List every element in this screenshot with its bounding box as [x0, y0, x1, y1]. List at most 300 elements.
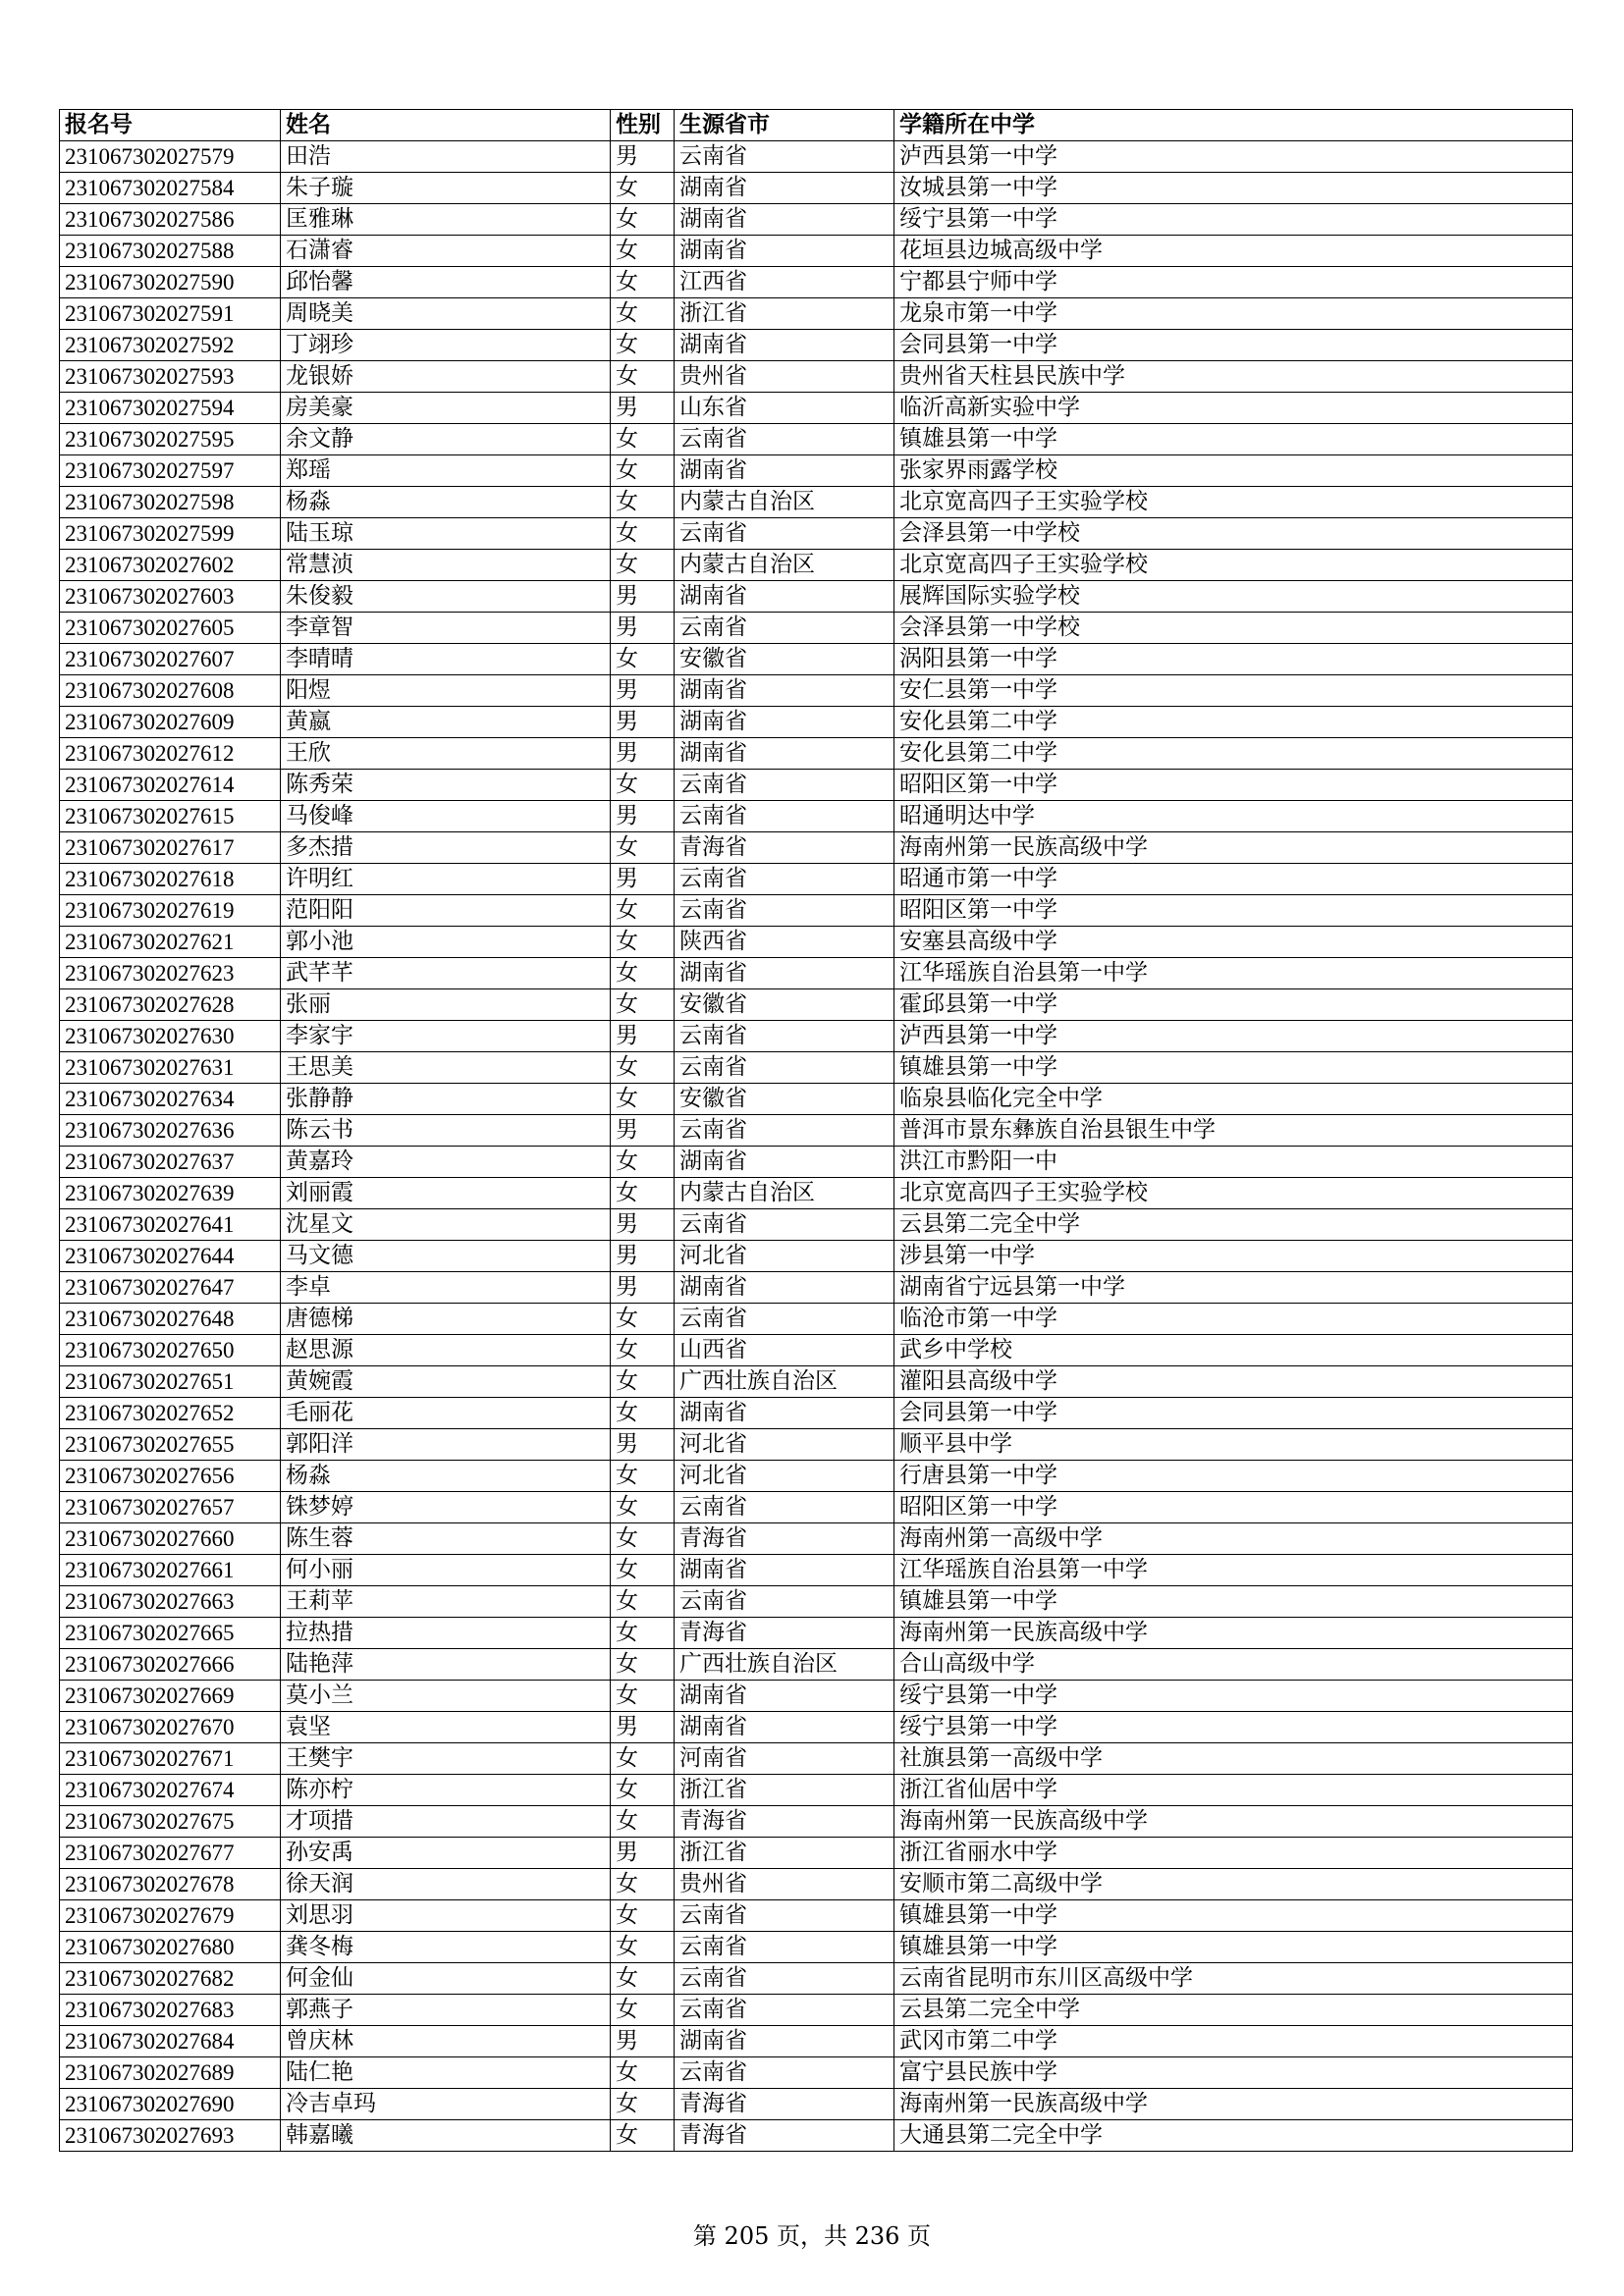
table-row: [60, 1461, 1573, 1492]
high-school-cell: 张家界雨露学校: [894, 455, 1573, 487]
origin-province-cell: 青海省: [675, 1523, 894, 1555]
high-school-cell: 安仁县第一中学: [894, 675, 1573, 707]
table-row: [60, 298, 1573, 330]
table-row: [60, 1241, 1573, 1272]
registration-number-cell: 231067302027661: [60, 1555, 281, 1586]
high-school-cell: 昭阳区第一中学: [894, 895, 1573, 927]
registration-number-cell: 231067302027652: [60, 1398, 281, 1429]
high-school-cell: 昭阳区第一中学: [894, 1492, 1573, 1523]
registration-number-cell: 231067302027684: [60, 2026, 281, 2057]
high-school-cell: 北京宽高四子王实验学校: [894, 550, 1573, 581]
origin-province-cell: 山东省: [675, 393, 894, 424]
high-school-cell: 临沧市第一中学: [894, 1304, 1573, 1335]
registration-number-cell: 231067302027631: [60, 1052, 281, 1084]
gender-cell: 女: [611, 424, 675, 455]
name-cell: 何金仙: [281, 1963, 611, 1995]
name-cell: 陈云书: [281, 1115, 611, 1147]
high-school-cell: 行唐县第一中学: [894, 1461, 1573, 1492]
origin-province-cell: 青海省: [675, 832, 894, 864]
gender-cell: 男: [611, 1115, 675, 1147]
origin-province-cell: 河北省: [675, 1241, 894, 1272]
registration-number-cell: 231067302027588: [60, 236, 281, 267]
table-row: [60, 1649, 1573, 1681]
origin-province-cell: 云南省: [675, 613, 894, 644]
gender-cell: 女: [611, 1932, 675, 1963]
gender-cell: 女: [611, 518, 675, 550]
table-row: [60, 1838, 1573, 1869]
high-school-cell: 涉县第一中学: [894, 1241, 1573, 1272]
origin-province-cell: 云南省: [675, 141, 894, 173]
origin-province-cell: 青海省: [675, 1806, 894, 1838]
name-cell: 郭阳洋: [281, 1429, 611, 1461]
gender-cell: 女: [611, 298, 675, 330]
header-gender: 性别: [611, 110, 675, 141]
gender-cell: 女: [611, 770, 675, 801]
registration-number-cell: 231067302027612: [60, 738, 281, 770]
gender-cell: 男: [611, 1209, 675, 1241]
high-school-cell: 大通县第二完全中学: [894, 2120, 1573, 2152]
origin-province-cell: 湖南省: [675, 738, 894, 770]
name-cell: 冷吉卓玛: [281, 2089, 611, 2120]
high-school-cell: 泸西县第一中学: [894, 1021, 1573, 1052]
admission-roster-table: [59, 109, 1573, 2152]
gender-cell: 男: [611, 1021, 675, 1052]
table-row: [60, 801, 1573, 832]
origin-province-cell: 云南省: [675, 1304, 894, 1335]
gender-cell: 男: [611, 581, 675, 613]
gender-cell: 女: [611, 1586, 675, 1618]
registration-number-cell: 231067302027623: [60, 958, 281, 989]
name-cell: 余文静: [281, 424, 611, 455]
table-row: [60, 393, 1573, 424]
name-cell: 徐天润: [281, 1869, 611, 1900]
registration-number-cell: 231067302027660: [60, 1523, 281, 1555]
registration-number-cell: 231067302027674: [60, 1775, 281, 1806]
registration-number-cell: 231067302027586: [60, 204, 281, 236]
gender-cell: 女: [611, 1743, 675, 1775]
origin-province-cell: 内蒙古自治区: [675, 550, 894, 581]
registration-number-cell: 231067302027670: [60, 1712, 281, 1743]
table-row: [60, 173, 1573, 204]
header-high-school: 学籍所在中学: [894, 110, 1573, 141]
origin-province-cell: 湖南省: [675, 1398, 894, 1429]
high-school-cell: 会同县第一中学: [894, 330, 1573, 361]
high-school-cell: 湖南省宁远县第一中学: [894, 1272, 1573, 1304]
origin-province-cell: 云南省: [675, 1586, 894, 1618]
origin-province-cell: 云南省: [675, 1932, 894, 1963]
gender-cell: 男: [611, 1429, 675, 1461]
registration-number-cell: 231067302027655: [60, 1429, 281, 1461]
name-cell: 多杰措: [281, 832, 611, 864]
high-school-cell: 武冈市第二中学: [894, 2026, 1573, 2057]
gender-cell: 女: [611, 455, 675, 487]
gender-cell: 女: [611, 1806, 675, 1838]
origin-province-cell: 湖南省: [675, 2026, 894, 2057]
gender-cell: 女: [611, 1555, 675, 1586]
origin-province-cell: 湖南省: [675, 236, 894, 267]
high-school-cell: 贵州省天柱县民族中学: [894, 361, 1573, 393]
table-row: [60, 2057, 1573, 2089]
name-cell: 马俊峰: [281, 801, 611, 832]
name-cell: 杨淼: [281, 487, 611, 518]
table-row: [60, 1681, 1573, 1712]
gender-cell: 女: [611, 1995, 675, 2026]
name-cell: 许明红: [281, 864, 611, 895]
name-cell: 唐德梯: [281, 1304, 611, 1335]
gender-cell: 女: [611, 487, 675, 518]
high-school-cell: 灌阳县高级中学: [894, 1366, 1573, 1398]
origin-province-cell: 云南省: [675, 518, 894, 550]
high-school-cell: 龙泉市第一中学: [894, 298, 1573, 330]
name-cell: 陆仁艳: [281, 2057, 611, 2089]
high-school-cell: 宁都县宁师中学: [894, 267, 1573, 298]
registration-number-cell: 231067302027615: [60, 801, 281, 832]
high-school-cell: 昭通明达中学: [894, 801, 1573, 832]
registration-number-cell: 231067302027599: [60, 518, 281, 550]
gender-cell: 女: [611, 958, 675, 989]
table-row: [60, 1963, 1573, 1995]
origin-province-cell: 湖南省: [675, 958, 894, 989]
gender-cell: 男: [611, 613, 675, 644]
high-school-cell: 昭通市第一中学: [894, 864, 1573, 895]
registration-number-cell: 231067302027619: [60, 895, 281, 927]
name-cell: 李晴晴: [281, 644, 611, 675]
gender-cell: 女: [611, 1398, 675, 1429]
origin-province-cell: 云南省: [675, 1052, 894, 1084]
name-cell: 范阳阳: [281, 895, 611, 927]
high-school-cell: 江华瑶族自治县第一中学: [894, 1555, 1573, 1586]
origin-province-cell: 河南省: [675, 1743, 894, 1775]
origin-province-cell: 云南省: [675, 1115, 894, 1147]
origin-province-cell: 湖南省: [675, 173, 894, 204]
table-row: [60, 738, 1573, 770]
registration-number-cell: 231067302027579: [60, 141, 281, 173]
registration-number-cell: 231067302027693: [60, 2120, 281, 2152]
gender-cell: 女: [611, 895, 675, 927]
high-school-cell: 社旗县第一高级中学: [894, 1743, 1573, 1775]
table-row: [60, 518, 1573, 550]
high-school-cell: 浙江省仙居中学: [894, 1775, 1573, 1806]
registration-number-cell: 231067302027679: [60, 1900, 281, 1932]
high-school-cell: 江华瑶族自治县第一中学: [894, 958, 1573, 989]
registration-number-cell: 231067302027656: [60, 1461, 281, 1492]
name-cell: 匡雅琳: [281, 204, 611, 236]
table-row: [60, 1743, 1573, 1775]
high-school-cell: 昭阳区第一中学: [894, 770, 1573, 801]
gender-cell: 女: [611, 330, 675, 361]
table-body: [60, 141, 1573, 2152]
gender-cell: 女: [611, 1869, 675, 1900]
table-row: [60, 1209, 1573, 1241]
gender-cell: 女: [611, 1900, 675, 1932]
high-school-cell: 北京宽高四子王实验学校: [894, 1178, 1573, 1209]
high-school-cell: 镇雄县第一中学: [894, 1900, 1573, 1932]
registration-number-cell: 231067302027595: [60, 424, 281, 455]
origin-province-cell: 云南省: [675, 1209, 894, 1241]
gender-cell: 女: [611, 1304, 675, 1335]
origin-province-cell: 云南省: [675, 1492, 894, 1523]
high-school-cell: 会泽县第一中学校: [894, 518, 1573, 550]
registration-number-cell: 231067302027608: [60, 675, 281, 707]
table-row: [60, 1618, 1573, 1649]
high-school-cell: 镇雄县第一中学: [894, 1052, 1573, 1084]
table-row: [60, 1869, 1573, 1900]
gender-cell: 女: [611, 1649, 675, 1681]
table-row: [60, 1115, 1573, 1147]
name-cell: 李卓: [281, 1272, 611, 1304]
registration-number-cell: 231067302027690: [60, 2089, 281, 2120]
origin-province-cell: 云南省: [675, 1900, 894, 1932]
name-cell: 刘思羽: [281, 1900, 611, 1932]
gender-cell: 女: [611, 550, 675, 581]
high-school-cell: 武乡中学校: [894, 1335, 1573, 1366]
table-row: [60, 1398, 1573, 1429]
origin-province-cell: 青海省: [675, 1618, 894, 1649]
high-school-cell: 会泽县第一中学校: [894, 613, 1573, 644]
gender-cell: 男: [611, 2026, 675, 2057]
origin-province-cell: 贵州省: [675, 1869, 894, 1900]
high-school-cell: 绥宁县第一中学: [894, 204, 1573, 236]
registration-number-cell: 231067302027590: [60, 267, 281, 298]
gender-cell: 女: [611, 927, 675, 958]
registration-number-cell: 231067302027683: [60, 1995, 281, 2026]
registration-number-cell: 231067302027630: [60, 1021, 281, 1052]
origin-province-cell: 浙江省: [675, 1775, 894, 1806]
registration-number-cell: 231067302027614: [60, 770, 281, 801]
high-school-cell: 临泉县临化完全中学: [894, 1084, 1573, 1115]
name-cell: 王思美: [281, 1052, 611, 1084]
name-cell: 毛丽花: [281, 1398, 611, 1429]
high-school-cell: 会同县第一中学: [894, 1398, 1573, 1429]
origin-province-cell: 贵州省: [675, 361, 894, 393]
high-school-cell: 绥宁县第一中学: [894, 1712, 1573, 1743]
name-cell: 李家宇: [281, 1021, 611, 1052]
registration-number-cell: 231067302027669: [60, 1681, 281, 1712]
gender-cell: 男: [611, 393, 675, 424]
registration-number-cell: 231067302027621: [60, 927, 281, 958]
name-cell: 陈亦柠: [281, 1775, 611, 1806]
table-row: [60, 707, 1573, 738]
origin-province-cell: 安徽省: [675, 989, 894, 1021]
high-school-cell: 浙江省丽水中学: [894, 1838, 1573, 1869]
name-cell: 房美豪: [281, 393, 611, 424]
name-cell: 朱子璇: [281, 173, 611, 204]
name-cell: 王欣: [281, 738, 611, 770]
registration-number-cell: 231067302027675: [60, 1806, 281, 1838]
table-row: [60, 236, 1573, 267]
table-row: [60, 1712, 1573, 1743]
high-school-cell: 云县第二完全中学: [894, 1209, 1573, 1241]
gender-cell: 男: [611, 141, 675, 173]
name-cell: 杨淼: [281, 1461, 611, 1492]
name-cell: 丁翊珍: [281, 330, 611, 361]
name-cell: 龙银娇: [281, 361, 611, 393]
name-cell: 郭燕子: [281, 1995, 611, 2026]
registration-number-cell: 231067302027605: [60, 613, 281, 644]
high-school-cell: 海南州第一民族高级中学: [894, 1806, 1573, 1838]
name-cell: 田浩: [281, 141, 611, 173]
high-school-cell: 云县第二完全中学: [894, 1995, 1573, 2026]
high-school-cell: 海南州第一民族高级中学: [894, 2089, 1573, 2120]
table-row: [60, 487, 1573, 518]
table-row: [60, 675, 1573, 707]
name-cell: 赵思源: [281, 1335, 611, 1366]
registration-number-cell: 231067302027639: [60, 1178, 281, 1209]
registration-number-cell: 231067302027617: [60, 832, 281, 864]
gender-cell: 男: [611, 1241, 675, 1272]
table-row: [60, 1272, 1573, 1304]
gender-cell: 女: [611, 1963, 675, 1995]
high-school-cell: 临沂高新实验中学: [894, 393, 1573, 424]
table-row: [60, 770, 1573, 801]
name-cell: 张静静: [281, 1084, 611, 1115]
gender-cell: 女: [611, 1461, 675, 1492]
table-row: [60, 2120, 1573, 2152]
name-cell: 阳煜: [281, 675, 611, 707]
registration-number-cell: 231067302027665: [60, 1618, 281, 1649]
table-row: [60, 581, 1573, 613]
name-cell: 龚冬梅: [281, 1932, 611, 1963]
table-row: [60, 895, 1573, 927]
origin-province-cell: 安徽省: [675, 644, 894, 675]
gender-cell: 女: [611, 832, 675, 864]
name-cell: 孙安禹: [281, 1838, 611, 1869]
table-row: [60, 1052, 1573, 1084]
table-row: [60, 1021, 1573, 1052]
registration-number-cell: 231067302027594: [60, 393, 281, 424]
origin-province-cell: 山西省: [675, 1335, 894, 1366]
high-school-cell: 汝城县第一中学: [894, 173, 1573, 204]
gender-cell: 女: [611, 1523, 675, 1555]
high-school-cell: 花垣县边城高级中学: [894, 236, 1573, 267]
origin-province-cell: 湖南省: [675, 1712, 894, 1743]
registration-number-cell: 231067302027618: [60, 864, 281, 895]
gender-cell: 女: [611, 2057, 675, 2089]
origin-province-cell: 云南省: [675, 1021, 894, 1052]
table-row: [60, 1932, 1573, 1963]
registration-number-cell: 231067302027641: [60, 1209, 281, 1241]
gender-cell: 女: [611, 1052, 675, 1084]
registration-number-cell: 231067302027680: [60, 1932, 281, 1963]
header-name: 姓名: [281, 110, 611, 141]
table-row: [60, 2089, 1573, 2120]
name-cell: 陆艳萍: [281, 1649, 611, 1681]
high-school-cell: 霍邱县第一中学: [894, 989, 1573, 1021]
name-cell: 韩嘉曦: [281, 2120, 611, 2152]
table-row: [60, 613, 1573, 644]
table-row: [60, 455, 1573, 487]
name-cell: 周晓美: [281, 298, 611, 330]
origin-province-cell: 湖南省: [675, 1147, 894, 1178]
name-cell: 张丽: [281, 989, 611, 1021]
gender-cell: 女: [611, 1147, 675, 1178]
origin-province-cell: 湖南省: [675, 707, 894, 738]
origin-province-cell: 青海省: [675, 2089, 894, 2120]
registration-number-cell: 231067302027671: [60, 1743, 281, 1775]
name-cell: 黄婉霞: [281, 1366, 611, 1398]
high-school-cell: 展辉国际实验学校: [894, 581, 1573, 613]
origin-province-cell: 湖南省: [675, 1555, 894, 1586]
table-row: [60, 1555, 1573, 1586]
table-row: [60, 1084, 1573, 1115]
header-origin-province: 生源省市: [675, 110, 894, 141]
registration-number-cell: 231067302027650: [60, 1335, 281, 1366]
origin-province-cell: 云南省: [675, 895, 894, 927]
gender-cell: 女: [611, 1775, 675, 1806]
name-cell: 郑瑶: [281, 455, 611, 487]
origin-province-cell: 陕西省: [675, 927, 894, 958]
table-row: [60, 927, 1573, 958]
gender-cell: 男: [611, 864, 675, 895]
gender-cell: 女: [611, 644, 675, 675]
registration-number-cell: 231067302027598: [60, 487, 281, 518]
gender-cell: 男: [611, 1712, 675, 1743]
gender-cell: 女: [611, 1335, 675, 1366]
table-row: [60, 1366, 1573, 1398]
table-row: [60, 1995, 1573, 2026]
gender-cell: 女: [611, 1366, 675, 1398]
registration-number-cell: 231067302027677: [60, 1838, 281, 1869]
registration-number-cell: 231067302027609: [60, 707, 281, 738]
origin-province-cell: 湖南省: [675, 675, 894, 707]
page-number-footer: 第 205 页，共 236 页: [692, 2222, 932, 2250]
origin-province-cell: 湖南省: [675, 1272, 894, 1304]
name-cell: 石潇睿: [281, 236, 611, 267]
gender-cell: 女: [611, 173, 675, 204]
table-row: [60, 1586, 1573, 1618]
high-school-cell: 合山高级中学: [894, 1649, 1573, 1681]
origin-province-cell: 广西壮族自治区: [675, 1366, 894, 1398]
name-cell: 朱俊毅: [281, 581, 611, 613]
name-cell: 袁坚: [281, 1712, 611, 1743]
origin-province-cell: 浙江省: [675, 1838, 894, 1869]
registration-number-cell: 231067302027678: [60, 1869, 281, 1900]
table-row: [60, 644, 1573, 675]
registration-number-cell: 231067302027636: [60, 1115, 281, 1147]
table-row: [60, 424, 1573, 455]
gender-cell: 男: [611, 1272, 675, 1304]
registration-number-cell: 231067302027603: [60, 581, 281, 613]
table-row: [60, 832, 1573, 864]
registration-number-cell: 231067302027591: [60, 298, 281, 330]
table-row: [60, 1775, 1573, 1806]
name-cell: 何小丽: [281, 1555, 611, 1586]
high-school-cell: 北京宽高四子王实验学校: [894, 487, 1573, 518]
name-cell: 王莉苹: [281, 1586, 611, 1618]
registration-number-cell: 231067302027628: [60, 989, 281, 1021]
name-cell: 王樊宇: [281, 1743, 611, 1775]
high-school-cell: 安化县第二中学: [894, 738, 1573, 770]
gender-cell: 女: [611, 1681, 675, 1712]
registration-number-cell: 231067302027607: [60, 644, 281, 675]
high-school-cell: 洪江市黔阳一中: [894, 1147, 1573, 1178]
table-row: [60, 1304, 1573, 1335]
gender-cell: 女: [611, 361, 675, 393]
gender-cell: 女: [611, 989, 675, 1021]
registration-number-cell: 231067302027644: [60, 1241, 281, 1272]
table-row: [60, 958, 1573, 989]
name-cell: 铢梦婷: [281, 1492, 611, 1523]
name-cell: 黄嘉玲: [281, 1147, 611, 1178]
origin-province-cell: 湖南省: [675, 581, 894, 613]
table-row: [60, 864, 1573, 895]
origin-province-cell: 湖南省: [675, 204, 894, 236]
origin-province-cell: 青海省: [675, 2120, 894, 2152]
registration-number-cell: 231067302027663: [60, 1586, 281, 1618]
table-row: [60, 1178, 1573, 1209]
high-school-cell: 海南州第一民族高级中学: [894, 832, 1573, 864]
name-cell: 常慧浈: [281, 550, 611, 581]
